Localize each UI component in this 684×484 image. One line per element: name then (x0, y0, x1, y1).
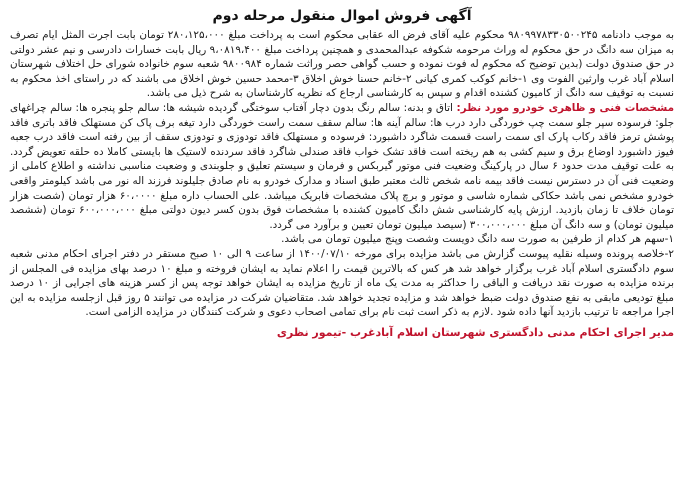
notice-title: آگهی فروش اموال منقول مرحله دوم (212, 8, 472, 24)
share-clause: ۱-سهم هر کدام از طرفین به صورت سه دانگ دویست وشصت وپنج میلیون تومان می باشد. (281, 233, 674, 246)
auction-clause: ۲-خلاصه پرونده وسیله نقلیه پیوست گزارش می باشد مزایده برای مورخه ۱۴۰۰/۰۷/۱۰ از ساعت ۹ الی ۱۰ صبح مستقر در دفتر اجرای احکام مدنی شعبه سوم دادگستری اسلام آباد غرب برگزار خواهد شد هر کس که بالاترین قیمت را اعلام نماید به ایشان فروخته و مبلغ ۱۰ درصد بهای مزایده فی المجلس از برنده مزایده به صورت نقد دریافت و الباقی را حداکثر به مدت یک ماه از تاریخ مزایده به ایشان خواهد توجه پس از کسر هزینه های اجرایی از ۱۰ درصد مبلغ تودیعی مابقی به نفع صندوق دولت ضبط خواهد شد و مزایده تجدید خواهد شد. متقاضیان شرکت در مزایده می توانند ۵ روز قبل ازجلسه مزایده به این اجرا مراجعه تا ترتیب بازدید آنها داده شود .لازم به ذکر است ثبت نام برای تمامی اصحاب دعوی و شرکت کنندگان در مزایده الزامی است. (10, 247, 674, 319)
spec-heading: مشخصات فنی و ظاهری خودرو مورد نظر: (456, 101, 675, 114)
signature: مدیر اجرای احکام مدنی دادگستری شهرستان اسلام آبادغرب -تیمور نظری (276, 325, 674, 339)
spec-body: اتاق و بدنه: سالم رنگ بدون دچار آفتاب سوختگی گردیده شیشه ها: سالم جلو پنجره ها: سالم چراغهای جلو: فرسوده سپر جلو سمت چپ خوردگی دارد درب ها: سالم آینه ها: سالم سقف سمت راست خوردگی دارد تیغه برف پاک کن مستهلک فاقد باتری فاقد پوشش ترمز فاقد رکاب پارک ای سمت راست قسمت شاگرد داشبورد: فرسوده و مستهلک فاقد تودوزی و تودوزی سقف از بین رفته است فاقد درب جعبه فیوز داشبورد اوضاع برق و سیم کشی به هم ریخته است فاقد تشک خواب فاقد صندلی شاگرد فاقد سردنده لاستیک ها بایستی کاملا ده حلقه تعویض گردد. به علت توقیف مدت حدود ۶ سال در پارکینگ وضعیت فنی موتور گیربکس و فرمان و سیستم تعلیق و جلوبندی و وضعیت مناسبی نداشته و اطلاع کاملی از وضعیت فنی آن در دسترس نیست فاقد بیمه نامه شخص ثالث معتبر طبق اسناد و مدارک خودرو به نام صادق جلیلوند فرزند اله نور می باشد کیلومتر واقعی خودرو مشخص نمی باشد حکاکی شماره شاسی و موتور و برچ پلاک مشخصات فابریک میباشد. علی الحساب داره مبلغ ۶۰،۰۰۰۰ هزار تومان (شصت هزار تومان خلاف تا زمان بازدید. ارزش پایه کارشناسی شش دانگ کامیون کشنده با مشخصات فوق بدون کسر دیون دولتی مبلغ ۶۰۰،۰۰۰،۰۰۰ تومان (ششصد میلیون تومان) و سه دانگ آن مبلغ ۳۰۰،۰۰۰،۰۰۰ (سیصد میلیون تومان تعیین و برآورد می گردد. (10, 101, 674, 231)
spec-section (10, 101, 674, 232)
notice-intro: به موجب دادنامه ۹۸۰۹۹۷۸۳۳۰۵۰۰۲۴۵ محکوم علیه آقای فرض اله عقابی محکوم است به پرداخت مبلغ ۲۸۰،۱۲۵،۰۰۰ تومان بابت اجرت المثل ایام تصرف به میزان سه دانگ در حق محکوم له وراث مرحومه شکوفه عبدالمحمدی و همچنین پرداخت مبلغ ۹،۰۸۱۹،۴۰۰ ریال بابت خسارات دادرسی و نیم عشر دولتی در حق صندوق دولت (بدین توضیح که محکوم له فوت نموده و حسب گواهی حصر وراثت شماره ۹۸۰۰۹۸۴ شعبه سوم خانواده شورای حل اختلاف شهرستان اسلام آباد غرب وارثین الفوت وی ۱-خانم کوکب کمری کیانی ۲-خانم حسنا خوش اخلاق ۳-محمد حسین خوش اخلاق می باشند که در راستای اخذ محکوم به نسبت به توقیف سه دانگ از کامیون کشنده اقدام و سپس به کارشناسی ارجاع که نظریه کارشناسان به شرح ذیل می باشد. (10, 29, 674, 100)
